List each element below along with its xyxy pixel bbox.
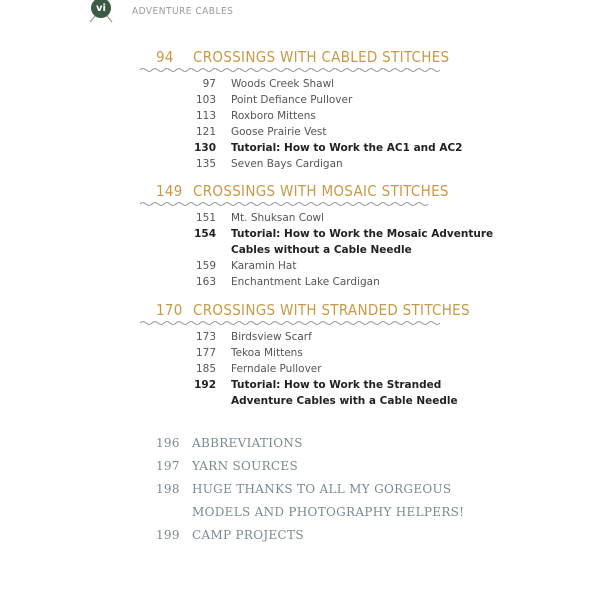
entry-title: Karamin Hat	[231, 260, 297, 272]
entry-page: 97	[202, 78, 216, 90]
entry-page: 113	[195, 110, 216, 122]
page-number-badge	[90, 1, 112, 21]
running-title: ADVENTURE CABLES	[132, 5, 234, 17]
entry-title: Birdsview Scarf	[231, 331, 312, 343]
entry-page: 192	[194, 379, 216, 391]
toc-entry-tutorial[interactable]	[180, 377, 501, 409]
toc-section-cabled	[156, 48, 501, 172]
wavy-divider	[140, 67, 440, 73]
entry-page: 173	[195, 331, 216, 343]
entry-page: 159	[195, 260, 216, 272]
entry-title: Tutorial: How to Work the Mosaic Adventure Cables without a Cable Needle	[231, 228, 494, 256]
toc-section-stranded	[156, 301, 501, 409]
toc-entry[interactable]	[180, 92, 501, 108]
entry-title: YARN SOURCES	[192, 459, 298, 473]
entry-title: HUGE THANKS TO ALL MY GORGEOUS MODELS AND PHOTOGRAPHY HELPERS!	[192, 482, 465, 519]
entry-title: Enchantment Lake Cardigan	[231, 276, 380, 288]
entry-title: Mt. Shuksan Cowl	[231, 212, 325, 224]
entry-title: CAMP PROJECTS	[192, 528, 304, 542]
wavy-divider	[140, 201, 430, 207]
toc-entry-yarn-sources[interactable]	[156, 455, 512, 478]
entry-title: ABBREVIATIONS	[192, 436, 303, 450]
section-title: CROSSINGS WITH STRANDED STITCHES	[193, 301, 470, 319]
section-heading[interactable]	[156, 182, 501, 200]
entry-title: Seven Bays Cardigan	[231, 158, 343, 170]
page-number: vi	[91, 0, 111, 18]
section-page: 149	[156, 182, 183, 200]
toc-entry[interactable]	[180, 258, 501, 274]
entry-title: Ferndale Pullover	[231, 363, 322, 375]
wavy-divider	[140, 320, 445, 326]
entry-title: Point Defiance Pullover	[231, 94, 353, 106]
toc-entry-thanks[interactable]	[156, 478, 512, 524]
section-page: 94	[156, 48, 174, 66]
toc-entry[interactable]	[180, 274, 501, 290]
toc-entry[interactable]	[180, 361, 501, 377]
entry-title: Goose Prairie Vest	[231, 126, 327, 138]
badge-leg-left	[90, 16, 96, 23]
entry-title: Tekoa Mittens	[231, 347, 303, 359]
entry-title: Roxboro Mittens	[231, 110, 316, 122]
section-title: CROSSINGS WITH MOSAIC STITCHES	[193, 182, 449, 200]
entry-page: 163	[195, 276, 216, 288]
toc-entry[interactable]	[180, 210, 501, 226]
entry-title: Woods Creek Shawl	[231, 78, 335, 90]
toc-entry[interactable]	[180, 124, 501, 140]
section-heading[interactable]	[156, 48, 501, 66]
toc-back-matter	[156, 432, 512, 547]
entry-page: 154	[194, 228, 216, 240]
toc-entry-abbreviations[interactable]	[156, 432, 512, 455]
entry-page: 199	[156, 528, 180, 542]
entry-page: 151	[195, 212, 216, 224]
badge-leg-right	[107, 16, 113, 23]
toc-entry[interactable]	[180, 108, 501, 124]
section-heading[interactable]	[156, 301, 501, 319]
entry-title: Tutorial: How to Work the Stranded Adventure Cables with a Cable Needle	[231, 379, 458, 407]
toc-entry-camp-projects[interactable]	[156, 524, 512, 547]
entry-page: 185	[195, 363, 216, 375]
toc-entry-tutorial[interactable]	[180, 226, 501, 258]
entry-page: 198	[156, 482, 180, 496]
toc-section-mosaic	[156, 182, 501, 290]
toc-entry[interactable]	[180, 76, 501, 92]
toc-entry[interactable]	[180, 345, 501, 361]
entry-page: 130	[194, 142, 216, 154]
entry-page: 121	[195, 126, 216, 138]
entry-page: 135	[195, 158, 216, 170]
page-header	[90, 0, 233, 22]
section-title: CROSSINGS WITH CABLED STITCHES	[193, 48, 450, 66]
entry-page: 197	[156, 459, 180, 473]
toc-entry-tutorial[interactable]	[180, 140, 501, 156]
entry-title: Tutorial: How to Work the AC1 and AC2	[231, 142, 463, 154]
entry-page: 196	[156, 436, 180, 450]
toc-entry[interactable]	[180, 156, 501, 172]
section-page: 170	[156, 301, 183, 319]
entry-page: 177	[195, 347, 216, 359]
toc-entry[interactable]	[180, 329, 501, 345]
entry-page: 103	[195, 94, 216, 106]
